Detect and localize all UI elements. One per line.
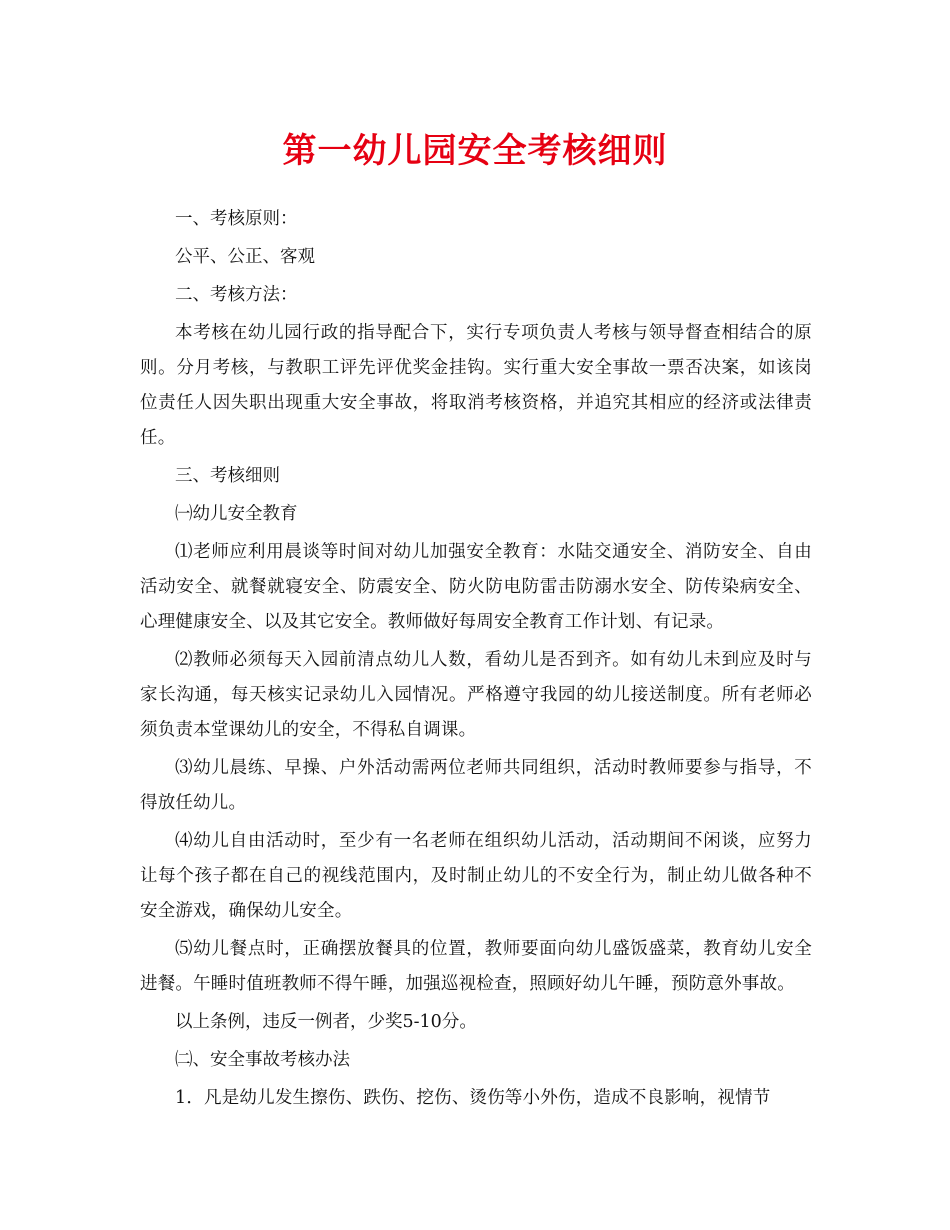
paragraph-rule-2: ⑵教师必须每天入园前清点幼儿人数，看幼儿是否到齐。如有幼儿未到应及时与家长沟通，每天核实记录幼儿入园情况。严格遵守我园的幼儿接送制度。所有老师必须负责本堂课幼儿的安全，不得私自调课。 <box>140 650 812 740</box>
paragraph-rules-heading: 三、考核细则 <box>175 466 280 486</box>
paragraph-penalty-note: 以上条例，违反一例者，少奖5-10分。 <box>175 1012 477 1032</box>
paragraph-principle-text: 公平、公正、客观 <box>175 247 315 267</box>
paragraph-safety-education-heading: ㈠幼儿安全教育 <box>175 504 298 524</box>
paragraph-principle-heading: 一、考核原则： <box>175 209 298 229</box>
paragraph-accident-rule-1: 1．凡是幼儿发生擦伤、跌伤、挖伤、烫伤等小外伤，造成不良影响，视情节 <box>175 1088 771 1108</box>
paragraph-rule-3: ⑶幼儿晨练、早操、户外活动需两位老师共同组织，活动时教师要参与指导，不得放任幼儿。 <box>140 758 812 813</box>
paragraph-method-heading: 二、考核方法： <box>175 285 298 305</box>
paragraph-rule-1: ⑴老师应利用晨谈等时间对幼儿加强安全教育：水陆交通安全、消防安全、自由活动安全、就餐就寝安全、防震安全、防火防电防雷击防溺水安全、防传染病安全、心理健康安全、以及其它安全。教师做好每周安全教育工作计划、有记录。 <box>140 542 812 632</box>
paragraph-accident-heading: ㈡、安全事故考核办法 <box>175 1050 350 1070</box>
paragraph-rule-5: ⑸幼儿餐点时，正确摆放餐具的位置，教师要面向幼儿盛饭盛菜，教育幼儿安全进餐。午睡时值班教师不得午睡，加强巡视检查，照顾好幼儿午睡，预防意外事故。 <box>140 939 812 994</box>
paragraph-rule-4: ⑷幼儿自由活动时，至少有一名老师在组织幼儿活动，活动期间不闲谈，应努力让每个孩子都在自己的视线范围内，及时制止幼儿的不安全行为，制止幼儿做各种不安全游戏，确保幼儿安全。 <box>140 831 812 921</box>
paragraph-method-text: 本考核在幼儿园行政的指导配合下，实行专项负责人考核与领导督查相结合的原则。分月考核，与教职工评先评优奖金挂钩。实行重大安全事故一票否决案，如该岗位责任人因失职出现重大安全事故，将取消考核资格，并追究其相应的经济或法律责任。 <box>140 323 812 448</box>
document-title: 第一幼儿园安全考核细则 <box>282 131 668 171</box>
document-body <box>140 202 812 1119</box>
